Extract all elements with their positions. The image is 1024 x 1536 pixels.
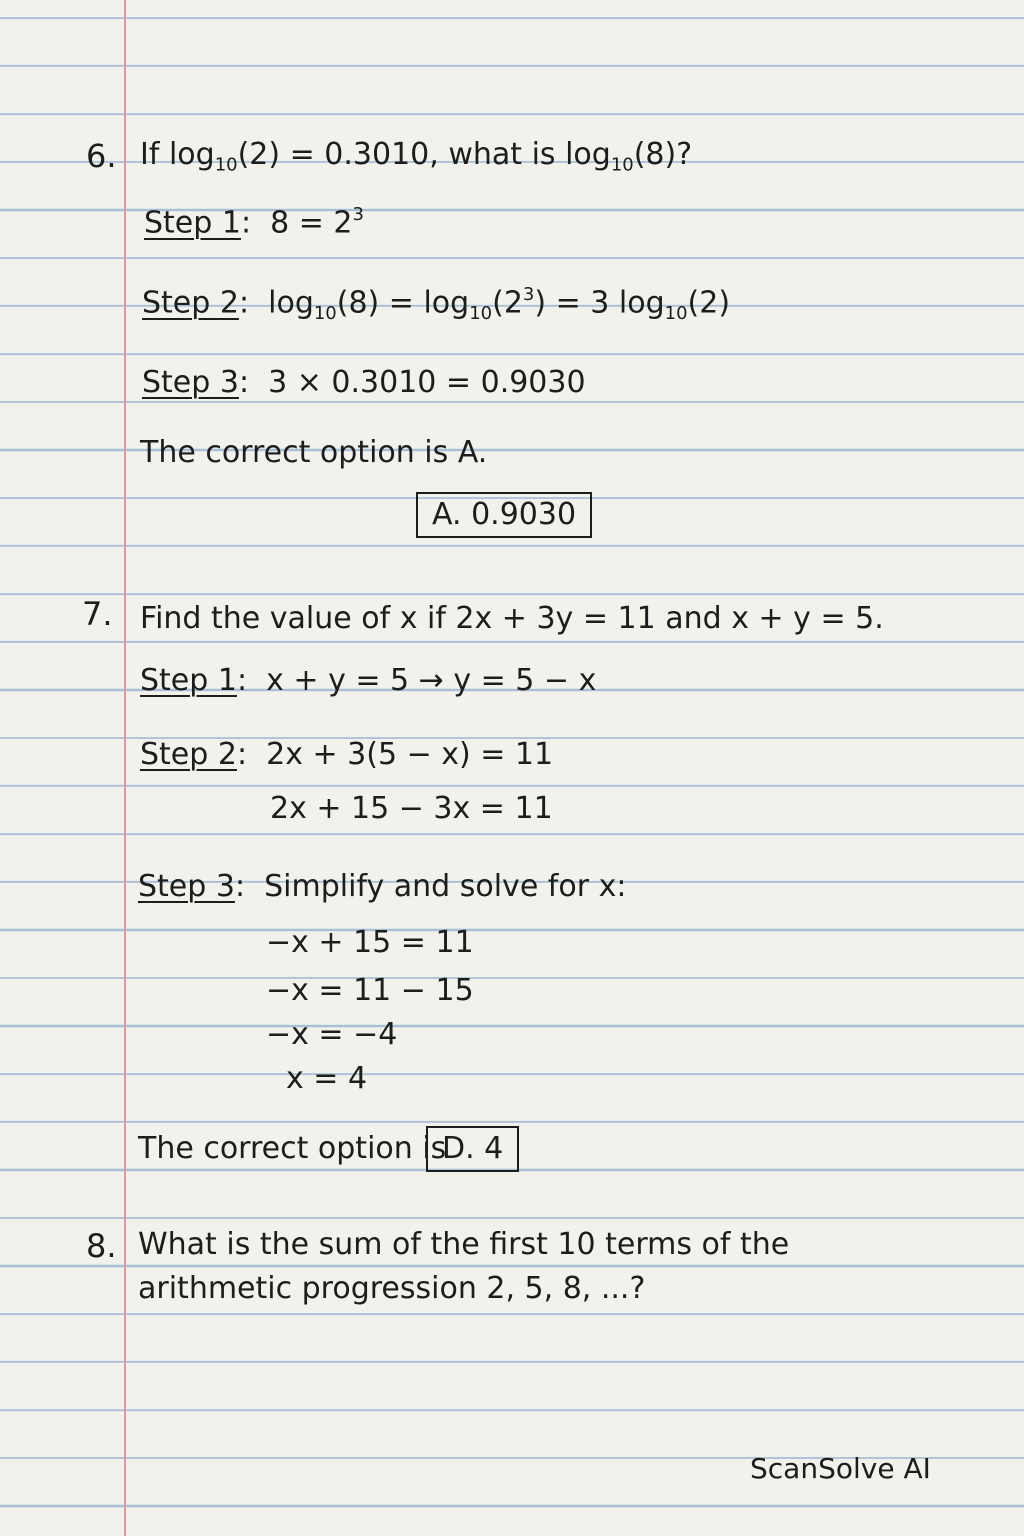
problem-6-number: 6.: [86, 137, 117, 175]
problem-6-step-2: Step 2: $\log_{10}(8) = \log_{10}(2^3) = 3$ $\log_{10}(2)$: [142, 284, 731, 324]
problem-6-answer-box: A. 0.9030: [416, 492, 592, 538]
problem-6-question: If $\log_{10}(2) = 0.3010$, what is $\log_{10}(8)$?: [140, 137, 693, 176]
problem-6-step-3: Step 3: 3 × 0.3010 = 0.9030: [142, 365, 586, 400]
problem-7-step-2-continuation: 2x + 15 − 3x = 11: [270, 791, 553, 826]
problem-7-work-line: −x + 15 = 11: [266, 925, 474, 960]
problem-7-work-line: x = 4: [286, 1061, 368, 1096]
problem-8-question-line: arithmetic progression 2, 5, 8, ...?: [138, 1271, 646, 1306]
problem-7-step-2: Step 2: 2x + 3(5 − x) = 11: [140, 737, 554, 772]
problem-7-number: 7.: [82, 595, 113, 633]
problem-6-step-1: Step 1: $8 = 2^3$: [144, 204, 364, 241]
brand-watermark: ScanSolve AI: [750, 1452, 931, 1485]
problem-7-work-line: −x = 11 − 15: [266, 973, 474, 1008]
problem-8-question-line: What is the sum of the first 10 terms of the: [138, 1227, 790, 1262]
problem-7-step-1: Step 1: x + y = 5 → y = 5 − x: [140, 663, 597, 698]
problem-7-step-3: Step 3: Simplify and solve for x:: [138, 869, 627, 904]
problem-7-work-line: −x = −4: [266, 1017, 398, 1052]
problem-7-answer-box: D. 4: [426, 1126, 519, 1172]
problem-8-number: 8.: [86, 1227, 117, 1265]
problem-7-conclusion: The correct option is: [138, 1131, 447, 1166]
problem-6-conclusion: The correct option is A.: [140, 435, 488, 470]
problem-7-question: Find the value of x if 2x + 3y = 11 and x + y = 5.: [140, 601, 884, 636]
margin-line: [124, 0, 126, 1536]
